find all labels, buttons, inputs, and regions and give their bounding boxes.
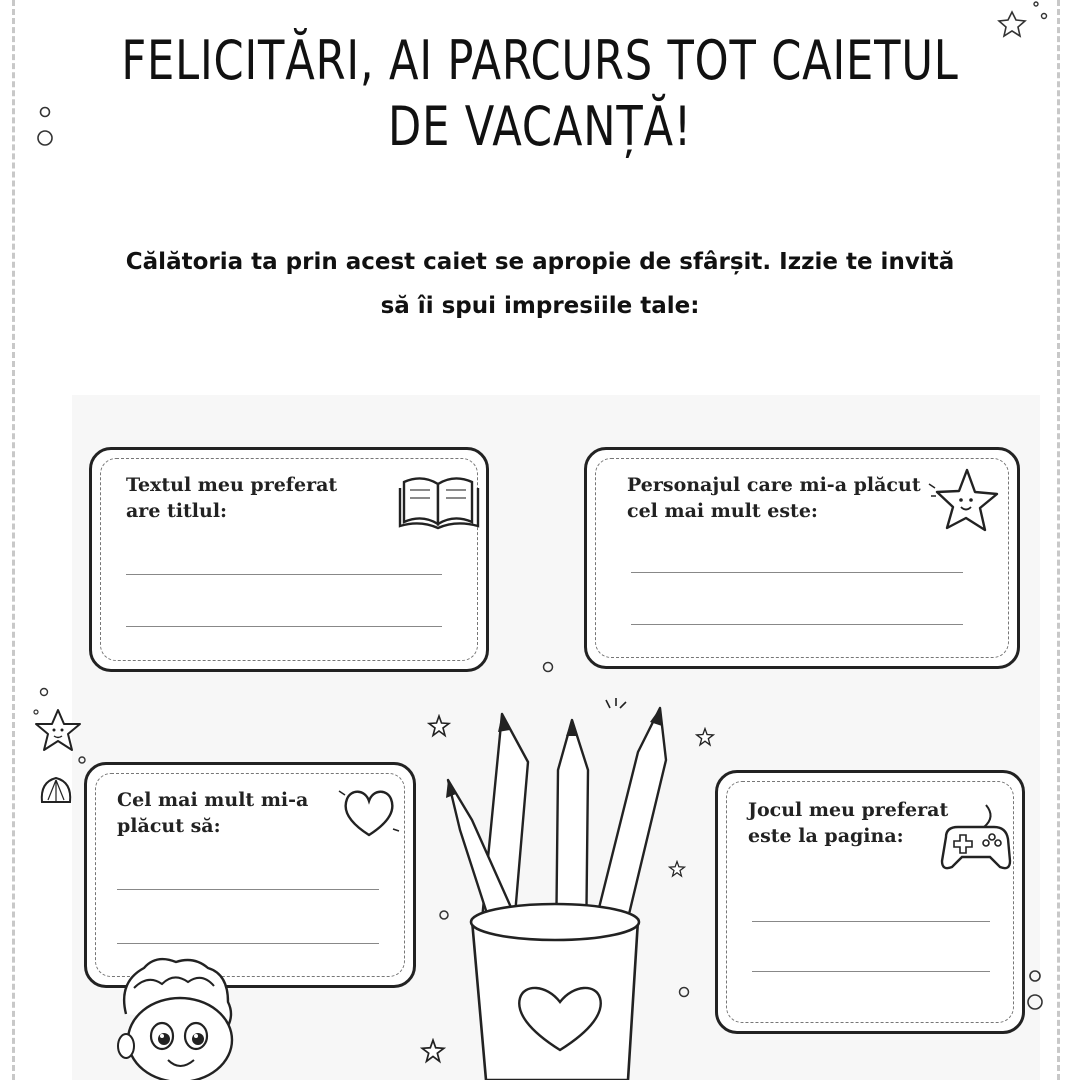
answer-line[interactable]: [126, 574, 442, 575]
intro-line-2: să îi spui impresiile tale:: [380, 293, 700, 319]
card-label: [117, 787, 308, 839]
card-favorite-character: [584, 447, 1020, 669]
pencil-cup-icon: [420, 690, 700, 1080]
card-label-line-1: Textul meu preferat: [126, 474, 338, 496]
boy-character-icon: [104, 954, 264, 1080]
answer-line[interactable]: [631, 572, 963, 573]
starfish-icon: [26, 684, 96, 814]
page-border-right: [1057, 0, 1060, 1080]
heart-icon: [337, 781, 401, 841]
card-label-line-1: Cel mai mult mi-a: [117, 789, 309, 811]
card-label-line-2: cel mai mult este:: [627, 500, 818, 522]
intro-line-1: Călătoria ta prin acest caiet se apropie de sfârșit. Izzie te invită: [125, 249, 955, 275]
answer-line[interactable]: [117, 889, 379, 890]
bubble-icon: [437, 908, 451, 922]
sparkle-star-icon: [668, 860, 686, 878]
card-label-line-2: plăcut să:: [117, 815, 221, 837]
card-favorite-game: [715, 770, 1025, 1034]
card-label: [748, 797, 948, 849]
sparkle-star-icon: [695, 727, 715, 747]
card-label-line-1: Personajul care mi-a plăcut: [627, 474, 921, 496]
sparkle-star-icon: [420, 1038, 446, 1064]
card-label: [627, 472, 921, 524]
sparkle-star-icon: [427, 714, 451, 738]
smiling-star-icon: [927, 464, 1001, 538]
card-label-line-2: are titlul:: [126, 500, 228, 522]
bubbles-left-icon: [34, 100, 64, 150]
card-label-line-2: este la pagina:: [748, 825, 904, 847]
answer-line[interactable]: [126, 626, 442, 627]
intro-text: [0, 240, 1080, 328]
card-label-line-1: Jocul meu preferat: [748, 799, 949, 821]
answer-line[interactable]: [631, 624, 963, 625]
open-book-icon: [398, 468, 480, 530]
page-title: [108, 28, 972, 160]
bubbles-right-icon: [1024, 964, 1054, 1014]
page-title-line-2: DE VACANȚĂ!: [388, 95, 692, 158]
gamepad-icon: [936, 797, 1016, 877]
answer-line[interactable]: [752, 971, 990, 972]
page-border-left: [12, 0, 15, 1080]
starfish-corner-icon: [990, 0, 1050, 50]
answer-line[interactable]: [752, 921, 990, 922]
card-favorite-text: [89, 447, 489, 672]
answer-line[interactable]: [117, 943, 379, 944]
bubble-icon: [541, 660, 555, 674]
card-label: [126, 472, 337, 524]
page-title-line-1: FELICITĂRI, AI PARCURS TOT CAIETUL: [121, 29, 959, 92]
bubble-icon: [677, 985, 691, 999]
